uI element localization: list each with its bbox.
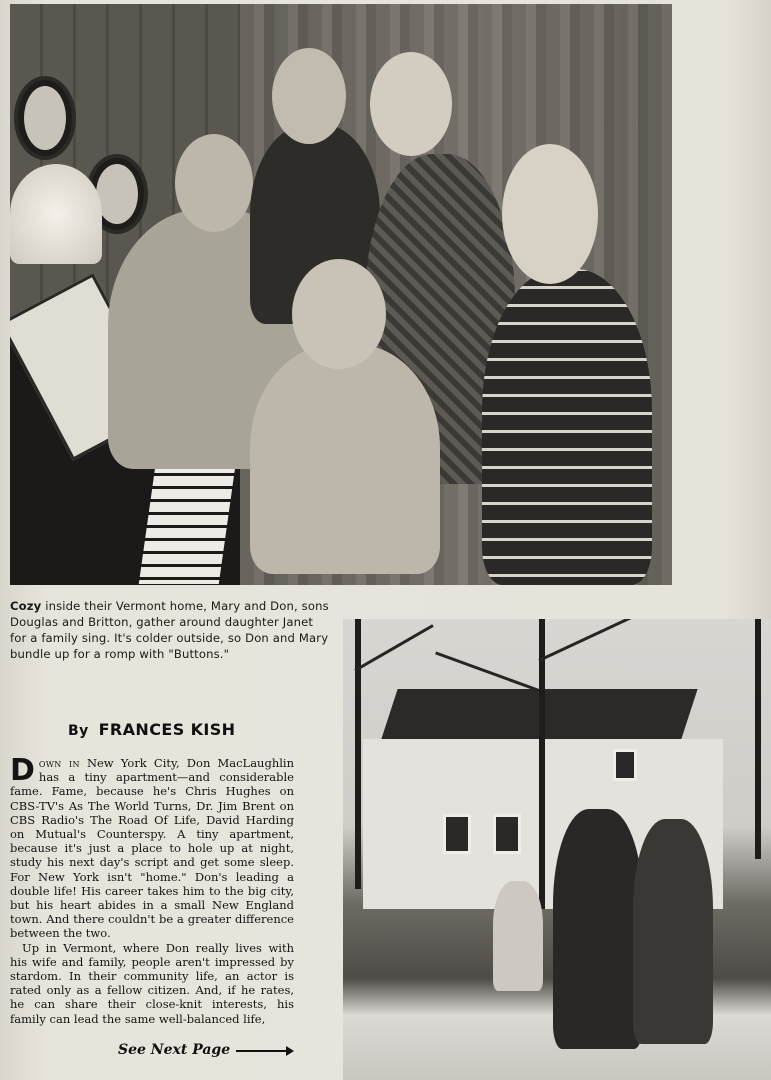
byline-by: By — [68, 723, 89, 739]
lamp-shade — [10, 164, 102, 264]
byline-author: FRANCES KISH — [98, 720, 236, 739]
caption-text: inside their Vermont home, Mary and Don, sons Douglas and Britton, gather around daughter Janet for a family sing. It's colder outside, so Don and Mary bundle up for a romp with "Buttons." — [10, 599, 329, 661]
tree-trunk — [539, 619, 545, 909]
photo-caption — [10, 598, 332, 662]
portrait-frame-left — [14, 76, 76, 160]
opening-smallcaps: own in — [38, 756, 80, 770]
article-paragraph-1 — [10, 753, 294, 941]
younger-son-head — [502, 144, 598, 284]
younger-son-figure — [482, 269, 652, 585]
article-body — [10, 753, 294, 1026]
drop-cap: D — [10, 753, 35, 788]
see-next-page-link[interactable]: See Next Page — [118, 1042, 231, 1058]
caption-lead: Cozy — [10, 599, 42, 613]
tree-trunk — [755, 619, 761, 859]
snow-romp-photo — [343, 619, 771, 1080]
house-window — [613, 749, 637, 781]
tree-branch — [538, 619, 648, 662]
tree-branch — [435, 651, 539, 691]
byline — [68, 720, 328, 739]
older-son-head — [370, 52, 452, 156]
article-paragraph-2: Up in Vermont, where Don really lives with his wife and family, people aren't impressed by stardom. In their community life, an actor is rated only as a fellow citizen. And, if he rates, he can share their close-knit interests, his family can lead the same well-balanced life, — [10, 940, 294, 1026]
house-window — [493, 814, 521, 854]
dog-buttons — [493, 881, 543, 991]
tree-trunk — [355, 619, 361, 889]
tree-branch — [354, 624, 433, 672]
mother-head — [175, 134, 253, 232]
daughter-figure — [250, 344, 440, 574]
house-window — [443, 814, 471, 854]
father-head — [272, 48, 346, 144]
family-piano-photo — [10, 4, 672, 585]
paragraph-1-text: New York City, Don MacLaughlin has a tiny apartment—and considerable fame. Fame, because he's Chris Hughes on CBS-TV's As The World Turns, Dr. Jim Brent on CBS Radio's The Road Of Life, David Harding on Mutual's Counterspy. A tiny apartment, because it's just a place to hole up at night, study his next day's script and get some sleep. For New York isn't "home." Don's leading a double life! His career takes him to the big city, but his heart abides in a small New England town. And there couldn't be a greater difference between the two. — [10, 756, 294, 941]
arrow-right-icon — [236, 1050, 292, 1052]
daughter-head — [292, 259, 386, 369]
don-figure — [553, 809, 643, 1049]
mary-figure — [633, 819, 713, 1044]
